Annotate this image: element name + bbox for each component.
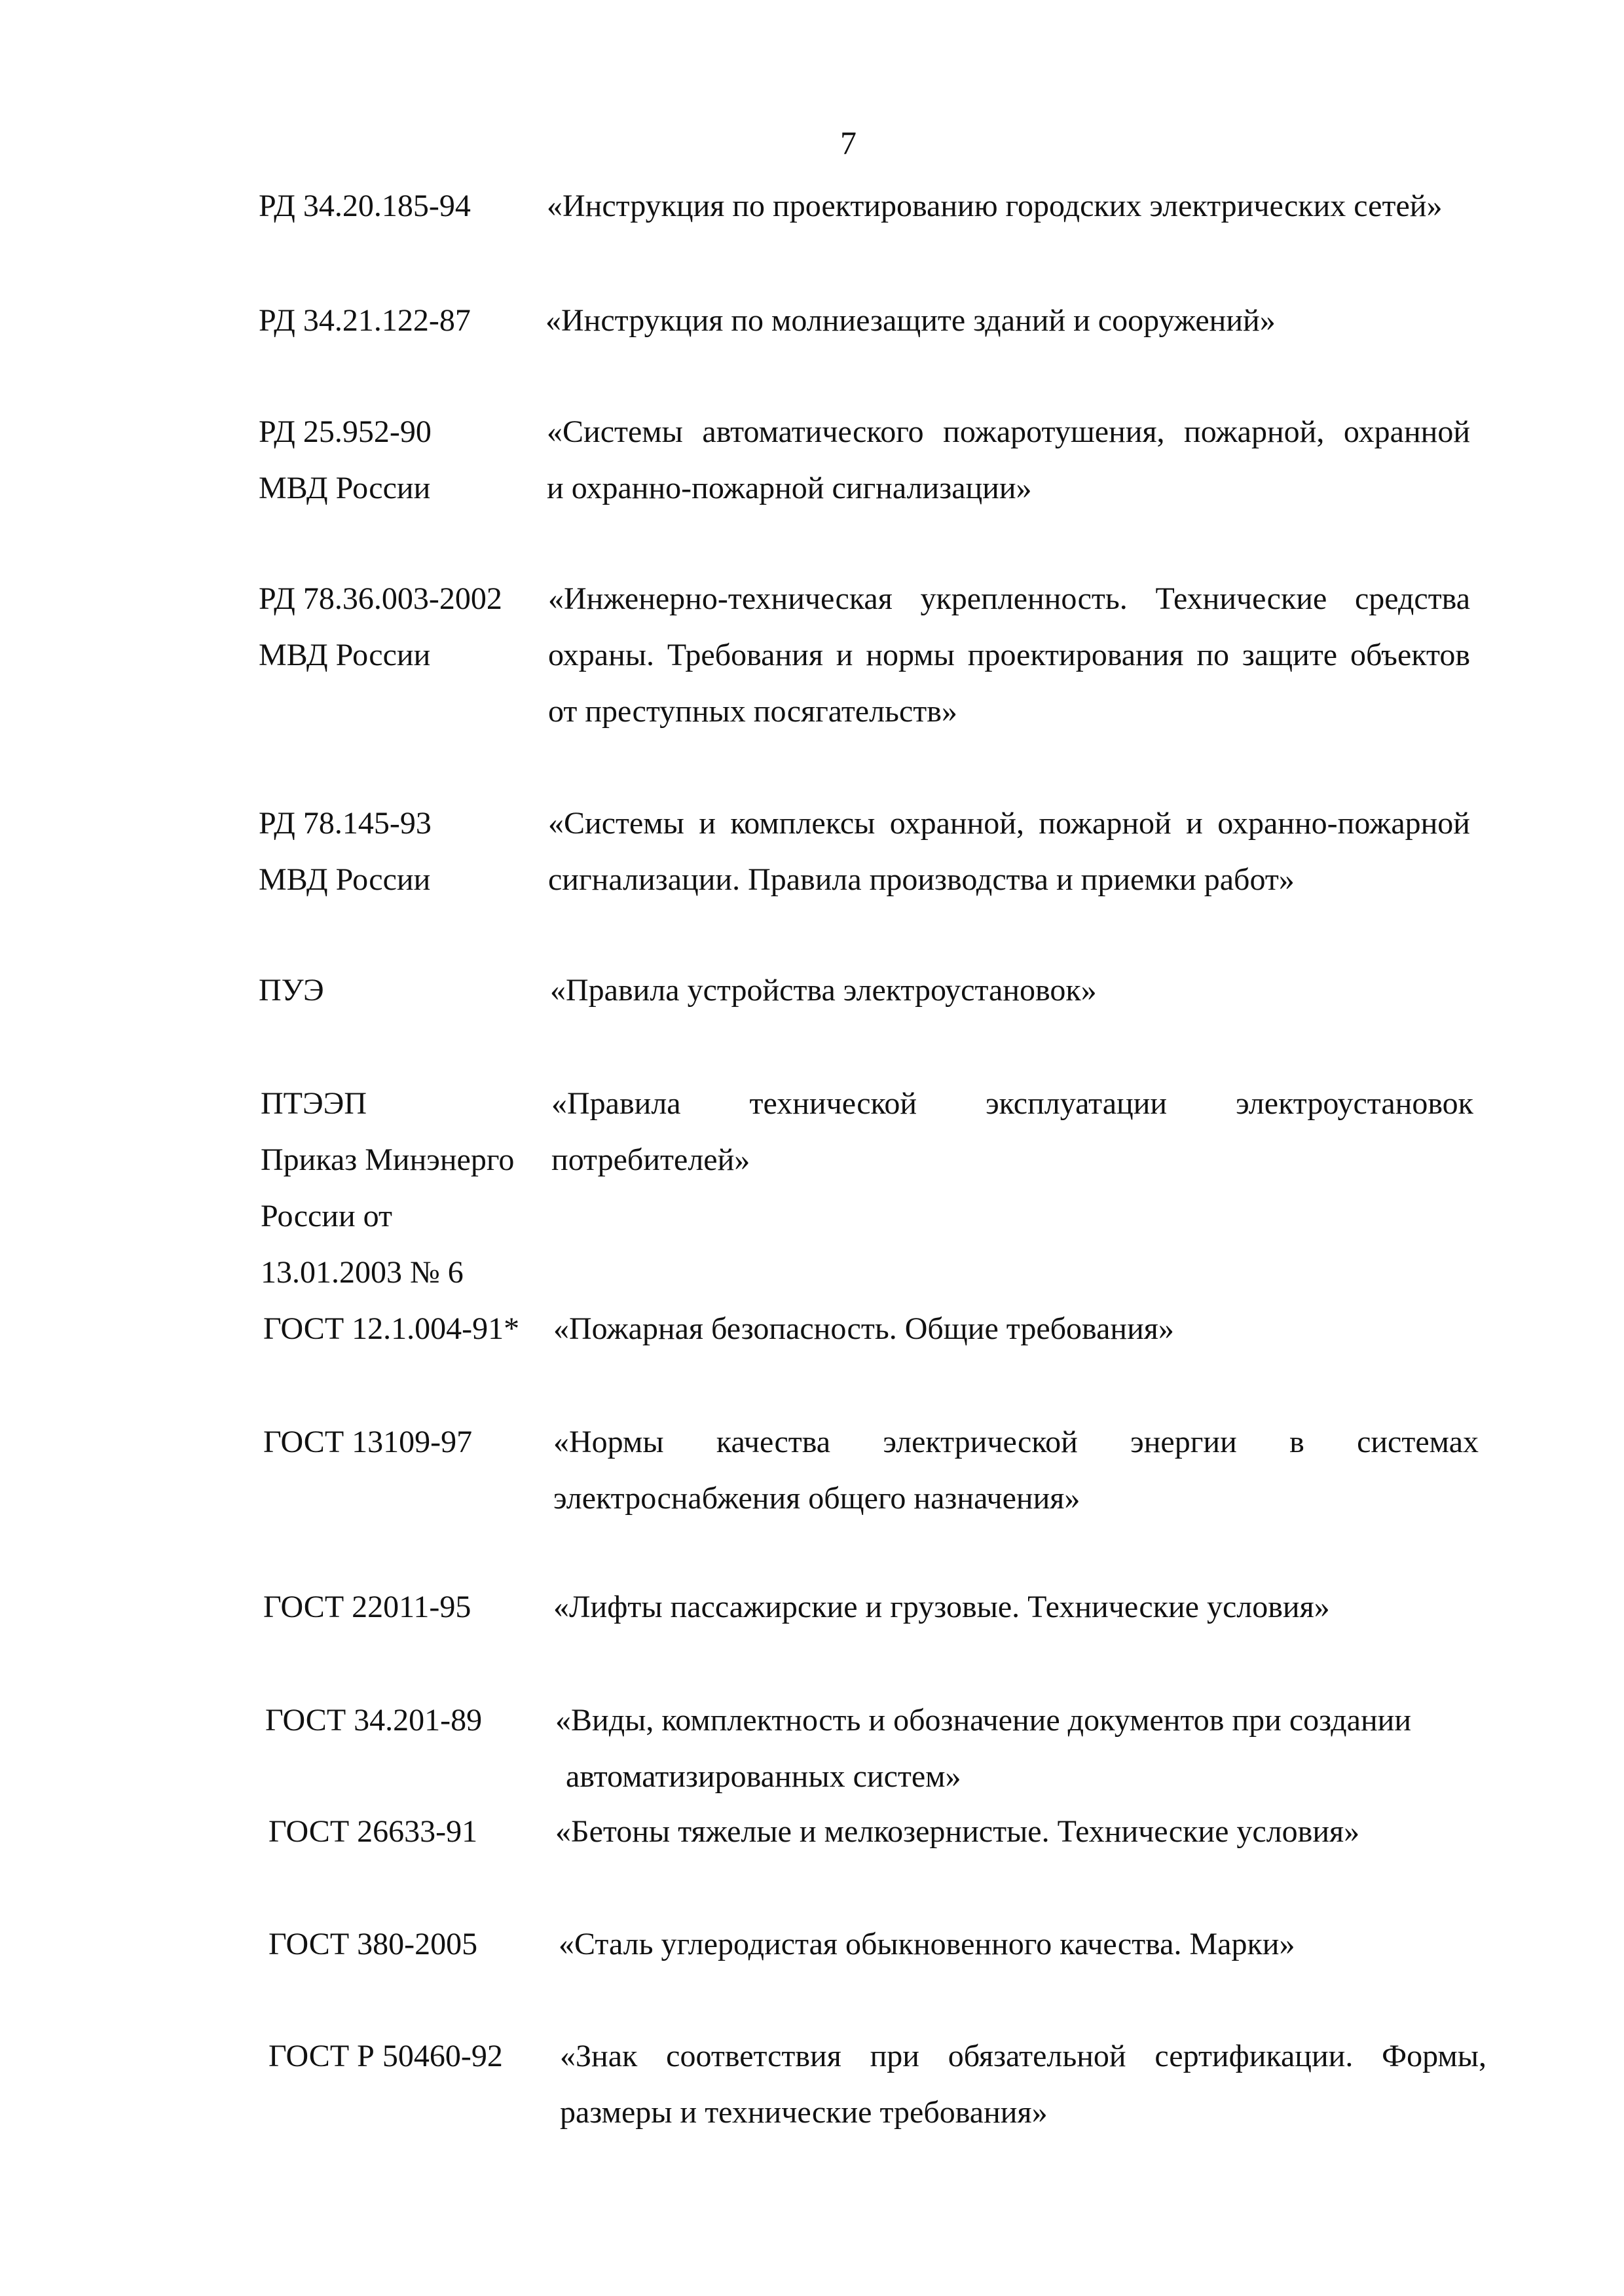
document-code (268, 2028, 503, 2085)
document-code-line: РД 34.20.185-94 (259, 189, 471, 223)
document-code-line: РД 78.145-93 (259, 806, 432, 841)
document-title-line: «Инженерно-техническая укрепленность. Технические средства (548, 581, 1470, 616)
document-code-line: ГОСТ 22011-95 (263, 1590, 471, 1624)
document-code (259, 404, 432, 517)
document-code (259, 795, 432, 908)
document-code-line: ГОСТ 13109-97 (263, 1425, 473, 1459)
document-title-line: «Сталь углеродистая обыкновенного качества. Марки» (559, 1927, 1295, 1961)
document-title (551, 1076, 1473, 1188)
document-title (555, 1692, 1624, 1805)
document-title-line: «Правила технической эксплуатации электроустановок (551, 1086, 1473, 1121)
document-code (263, 1579, 471, 1635)
document-code-line: России от (261, 1199, 393, 1233)
document-code-line: ПТЭЭП (261, 1086, 367, 1121)
document-title (553, 1301, 1624, 1357)
document-title-line: сигнализации. Правила производства и приемки работ» (548, 862, 1295, 897)
document-code (268, 1804, 477, 1860)
document-code-line: 13.01.2003 № 6 (261, 1255, 464, 1290)
document-code-line: ГОСТ 26633-91 (268, 1814, 478, 1849)
document-title-line: «Инструкция по молниезащите зданий и сооружений» (545, 303, 1276, 338)
document-title-line: потребителей» (551, 1142, 750, 1177)
document-code-line: ГОСТ 34.201-89 (265, 1703, 483, 1738)
document-title-line: «Знак соответствия при обязательной сертификации. Формы, (560, 2039, 1486, 2073)
document-title (548, 795, 1470, 908)
document-code-line: ПУЭ (259, 973, 324, 1008)
document-title-line: «Виды, комплектность и обозначение документов при создании (555, 1703, 1412, 1738)
document-title (547, 178, 1624, 234)
document-title-line: автоматизированных систем» (566, 1759, 961, 1794)
document-title-line: и охранно-пожарной сигнализации» (547, 471, 1032, 505)
document-title-line: «Пожарная безопасность. Общие требования» (553, 1311, 1174, 1346)
document-title-line: «Нормы качества электрической энергии в системах (553, 1425, 1479, 1459)
document-title-line: охраны. Требования и нормы проектирования по защите объектов (548, 638, 1470, 672)
document-title (553, 1579, 1624, 1635)
document-code (261, 1076, 514, 1301)
document-code (265, 1692, 482, 1749)
document-code (268, 1916, 477, 1973)
document-code-line: РД 78.36.003-2002 (259, 581, 502, 616)
document-title-line: «Лифты пассажирские и грузовые. Технические условия» (553, 1590, 1330, 1624)
document-title (548, 571, 1470, 740)
document-title-line: «Инструкция по проектированию городских электрических сетей» (547, 189, 1443, 223)
document-title (547, 404, 1470, 517)
document-title-line: «Системы и комплексы охранной, пожарной и охранно-пожарной (548, 806, 1470, 841)
document-title-line: от преступных посягательств» (548, 694, 957, 729)
document-code (259, 293, 471, 349)
document-title-line: «Правила устройства электроустановок» (550, 973, 1097, 1008)
document-code-line: РД 34.21.122-87 (259, 303, 471, 338)
document-title (545, 293, 1624, 349)
document-title-line: электроснабжения общего назначения» (553, 1481, 1080, 1516)
document-title-line: «Бетоны тяжелые и мелкозернистые. Технические условия» (555, 1814, 1360, 1849)
document-title-line: «Системы автоматического пожаротушения, пожарной, охранной (547, 414, 1470, 449)
document-title (560, 2028, 1486, 2141)
document-code-line: РД 25.952-90 (259, 414, 432, 449)
document-code-line: МВД России (259, 638, 431, 672)
page-number: 7 (840, 124, 857, 161)
document-code (259, 571, 502, 683)
document-code-line: МВД России (259, 862, 431, 897)
document-code (263, 1301, 519, 1357)
document-title (550, 962, 1624, 1019)
document-title-line: размеры и технические требования» (560, 2095, 1048, 2130)
document-code-line: МВД России (259, 471, 431, 505)
document-code-line: ГОСТ 12.1.004-91* (263, 1311, 520, 1346)
document-code-line: ГОСТ 380-2005 (268, 1927, 478, 1961)
document-code-line: Приказ Минэнерго (261, 1142, 515, 1177)
document-code (259, 178, 471, 234)
document-title (555, 1804, 1624, 1860)
document-title (553, 1414, 1479, 1527)
document-code (259, 962, 324, 1019)
document-code (263, 1414, 472, 1470)
document-title (559, 1916, 1624, 1973)
document-code-line: ГОСТ Р 50460-92 (268, 2039, 503, 2073)
